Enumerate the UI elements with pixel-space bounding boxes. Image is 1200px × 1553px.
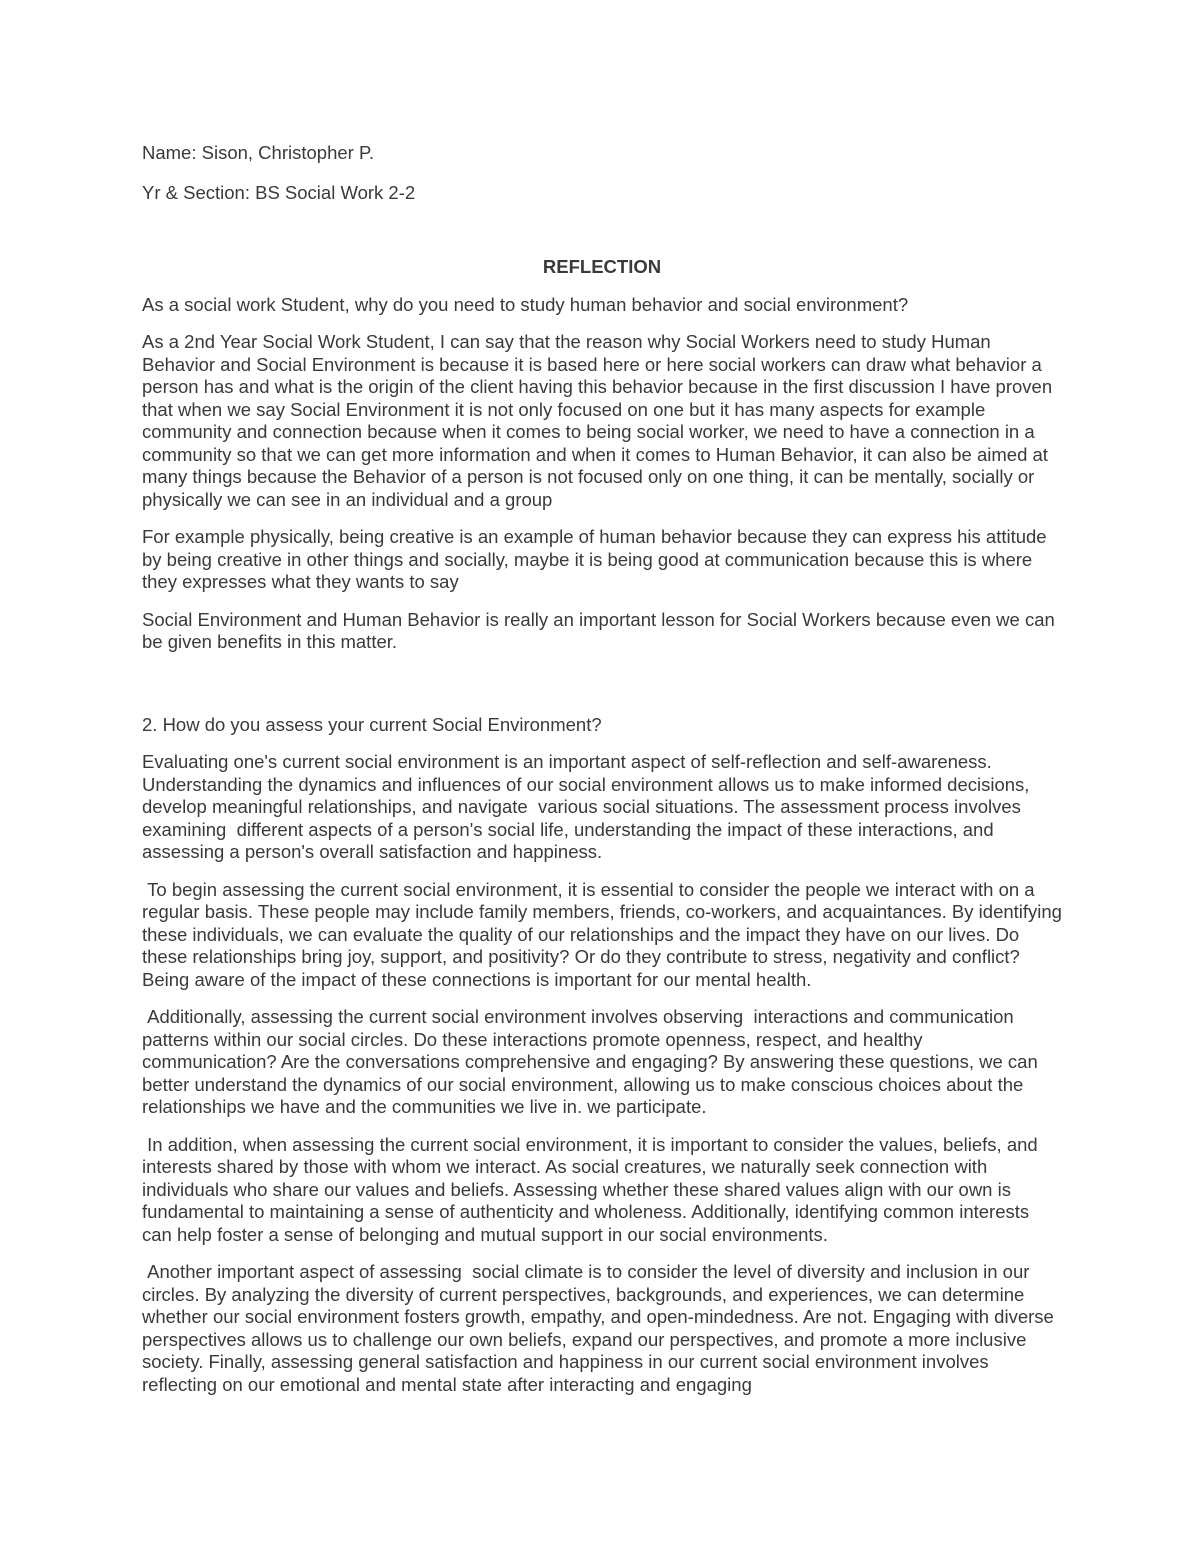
year-section: Yr & Section: BS Social Work 2-2 <box>142 181 416 203</box>
answer-1-paragraph: Social Environment and Human Behavior is really an important lesson for Social Workers because even we can be given benefits in this matter. <box>142 608 1060 652</box>
answer-1-paragraph: For example physically, being creative is an example of human behavior because they can express his attitude by being creative in other things and socially, maybe it is being good at communication because this is where they expresses what they wants to say <box>142 526 1052 592</box>
answer-2-paragraph: Another important aspect of assessing social climate is to consider the level of diversity and inclusion in our circles. By analyzing the diversity of current perspectives, backgrounds, and experiences, we can determine whether our social environment fosters growth, empathy, and open-mindedness. Are not. Engaging with diverse perspectives allows us to challenge our own beliefs, expand our perspectives, and promote a more inclusive society. Finally, assessing general satisfaction and happiness in our current social environment involves reflecting on our emotional and mental state after interacting and engaging <box>142 1261 1059 1395</box>
question-1: As a social work Student, why do you need to study human behavior and social environment? <box>142 293 909 315</box>
answer-2-paragraph: In addition, when assessing the current social environment, it is important to consider the values, beliefs, and interests shared by those with whom we interact. As social creatures, we naturally seek connection with individuals who share our values and beliefs. Assessing whether these shared values align with our own is fundamental to maintaining a sense of authenticity and wholeness. Additionally, identifying common interests can help foster a sense of belonging and mutual support in our social environments. <box>142 1133 1043 1245</box>
answer-1-paragraph: As a 2nd Year Social Work Student, I can say that the reason why Social Workers need to study Human Behavior and Social Environment is because it is based here or here social workers can draw what behavior a person has and what is the origin of the client having this behavior because in the first discussion I have proven that when we say Social Environment it is not only focused on one but it has many aspects for example community and connection because when it comes to being social worker, we need to have a connection in a community so that we can get more information and when it comes to Human Behavior, it can also be aimed at many things because the Behavior of a person is not focused only on one thing, it can be mentally, socially or physically we can see in an individual and a group <box>142 331 1058 510</box>
document-body <box>142 142 1068 1411</box>
answer-2-paragraph: To begin assessing the current social environment, it is essential to consider the people we interact with on a regular basis. These people may include family members, friends, co-workers, and acquaintances. By identifying these individuals, we can evaluate the quality of our relationships and the impact they have on our lives. Do these relationships bring joy, support, and positivity? Or do they contribute to stress, negativity and conflict? Being aware of the impact of these connections is important for our mental health. <box>142 878 1068 990</box>
document-title: REFLECTION <box>542 256 662 277</box>
question-2: 2. How do you assess your current Social Environment? <box>142 713 602 735</box>
student-name: Name: Sison, Christopher P. <box>142 142 375 163</box>
answer-2-paragraph: Additionally, assessing the current social environment involves observing interactions and communication patterns within our social circles. Do these interactions promote openness, respect, and healthy communication? Are the conversations comprehensive and engaging? By answering these questions, we can better understand the dynamics of our social environment, allowing us to make conscious choices about the relationships we have and the communities we live in. we participate. <box>142 1006 1049 1117</box>
answer-2-paragraph: Evaluating one's current social environment is an important aspect of self-reflection and self-awareness. Understanding the dynamics and influences of our social environment allows us to make informed decisions, develop meaningful relationships, and navigate various social situations. The assessment process involves examining different aspects of a person's social life, understanding the impact of these interactions, and assessing a person's overall satisfaction and happiness. <box>142 751 1035 862</box>
